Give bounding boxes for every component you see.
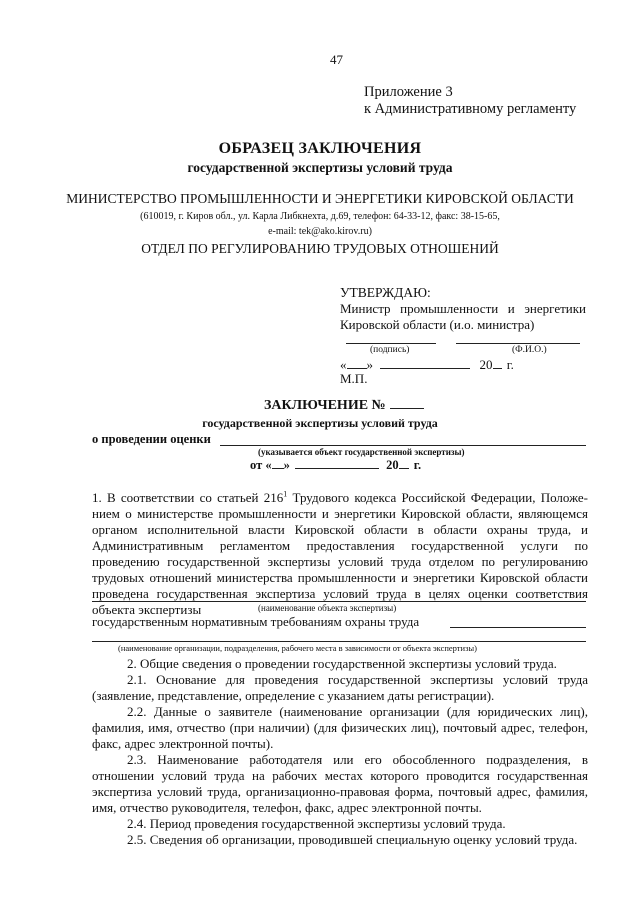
appendix-reference: к Административному регламенту xyxy=(364,101,577,117)
fio-line xyxy=(456,343,580,344)
object-name-caption: (наименование объекта экспертизы) xyxy=(258,603,397,613)
object-name-line xyxy=(92,601,586,602)
about-label: о проведении оценки xyxy=(92,432,211,446)
object-line xyxy=(220,445,586,446)
ministry-address: (610019, г. Киров обл., ул. Карла Либкнехта, д.69, телефон: 64-33-12, факс: 38-15-65, xyxy=(140,211,500,222)
fio-caption: (Ф.И.О.) xyxy=(512,345,547,355)
section-2-5: 2.5. Сведения об организации, проводившей специальную оценку условий труда. xyxy=(127,832,578,847)
appendix-label: Приложение 3 xyxy=(364,84,453,100)
signature-line xyxy=(346,343,436,344)
sample-title: ОБРАЗЕЦ ЗАКЛЮЧЕНИЯ xyxy=(218,140,422,157)
requirements-line xyxy=(450,627,586,628)
section-2: 2. Общие сведения о проведении государственной экспертизы условий труда. xyxy=(127,656,557,671)
approval-position-line1: Министр промышленности и энергетики xyxy=(340,301,586,316)
paragraph-1: 1. В соответствии со статьей $216^1$ Трудового кодекса Российской Федерации, Положе- нием о министерстве промышленности и энергетики Кировской области, являющемся органом исполнительной власти Кировской области в области охраны труда, и Административным регламентом предоставления государственной услуги по проведению государственной экспертизы условий труда отделом по регулированию трудовых отношений министерства промышленности и энергетики Кировской области проведена государственная экспертиза условий труда в целях оценки соответствия объекта экспертизы xyxy=(92,489,588,617)
conclusion-subtitle: государственной экспертизы условий труда xyxy=(202,416,438,430)
sample-subtitle: государственной экспертизы условий труда xyxy=(187,160,453,175)
section-2-3: 2.3. Наименование работодателя или его обособленного подразделения, в отношении условий труда на рабочих местах которого проводится государственная экспертиза условий труда, организационно-правовая форма, почтовый адрес, фамилия, имя, отчество руководителя, телефон, факс, адрес электронной почты. xyxy=(92,752,588,815)
approval-heading: УТВЕРЖДАЮ: xyxy=(340,285,431,300)
page-number: 47 xyxy=(330,52,343,67)
ministry-email: e-mail: tek@ako.kirov.ru) xyxy=(268,226,372,237)
organization-caption: (наименование организации, подразделения, рабочего места в зависимости от объекта экспертизы) xyxy=(118,643,477,653)
sections xyxy=(92,656,588,848)
ministry-name: МИНИСТЕРСТВО ПРОМЫШЛЕННОСТИ И ЭНЕРГЕТИКИ КИРОВСКОЙ ОБЛАСТИ xyxy=(66,191,574,206)
conclusion-date: от « » 20 г. xyxy=(250,458,422,472)
requirements-text: государственным нормативным требованиям охраны труда xyxy=(92,614,420,629)
approval-position-line2: Кировской области (и.о. министра) xyxy=(340,317,535,332)
department-name: ОТДЕЛ ПО РЕГУЛИРОВАНИЮ ТРУДОВЫХ ОТНОШЕНИЙ xyxy=(141,241,499,256)
paragraph-1-body: нием о министерстве промышленности и энергетики Кировской области, являющемся органом исполнительной власти Кировской области в области охраны труда, и Административным регламентом предоставления государственной услуги по проведению государственной экспертизы условий труда отделом по регулированию трудовых отношений министерства промышленности и энергетики Кировской области проведена государственная экспертиза условий труда в целях оценки соответствия объекта экспертизы xyxy=(92,506,588,617)
signature-caption: (подпись) xyxy=(370,345,410,355)
stamp-place: М.П. xyxy=(340,371,368,386)
object-caption: (указывается объект государственной экспертизы) xyxy=(258,447,465,457)
approval-date: « » 20 г. xyxy=(340,357,514,372)
conclusion-title: ЗАКЛЮЧЕНИЕ № xyxy=(264,398,424,414)
section-2-4: 2.4. Период проведения государственной экспертизы условий труда. xyxy=(127,816,506,831)
organization-line xyxy=(92,641,586,642)
section-2-1: 2.1. Основание для проведения государственной экспертизы условий труда (заявление, представление, определение с указанием даты регистрации). xyxy=(92,672,588,703)
section-2-2: 2.2. Данные о заявителе (наименование организации (для юридических лиц), фамилия, имя, отчество (при наличии) (для физических лиц), почтовый адрес, телефон, факс, адрес электронной почты). xyxy=(92,704,588,751)
